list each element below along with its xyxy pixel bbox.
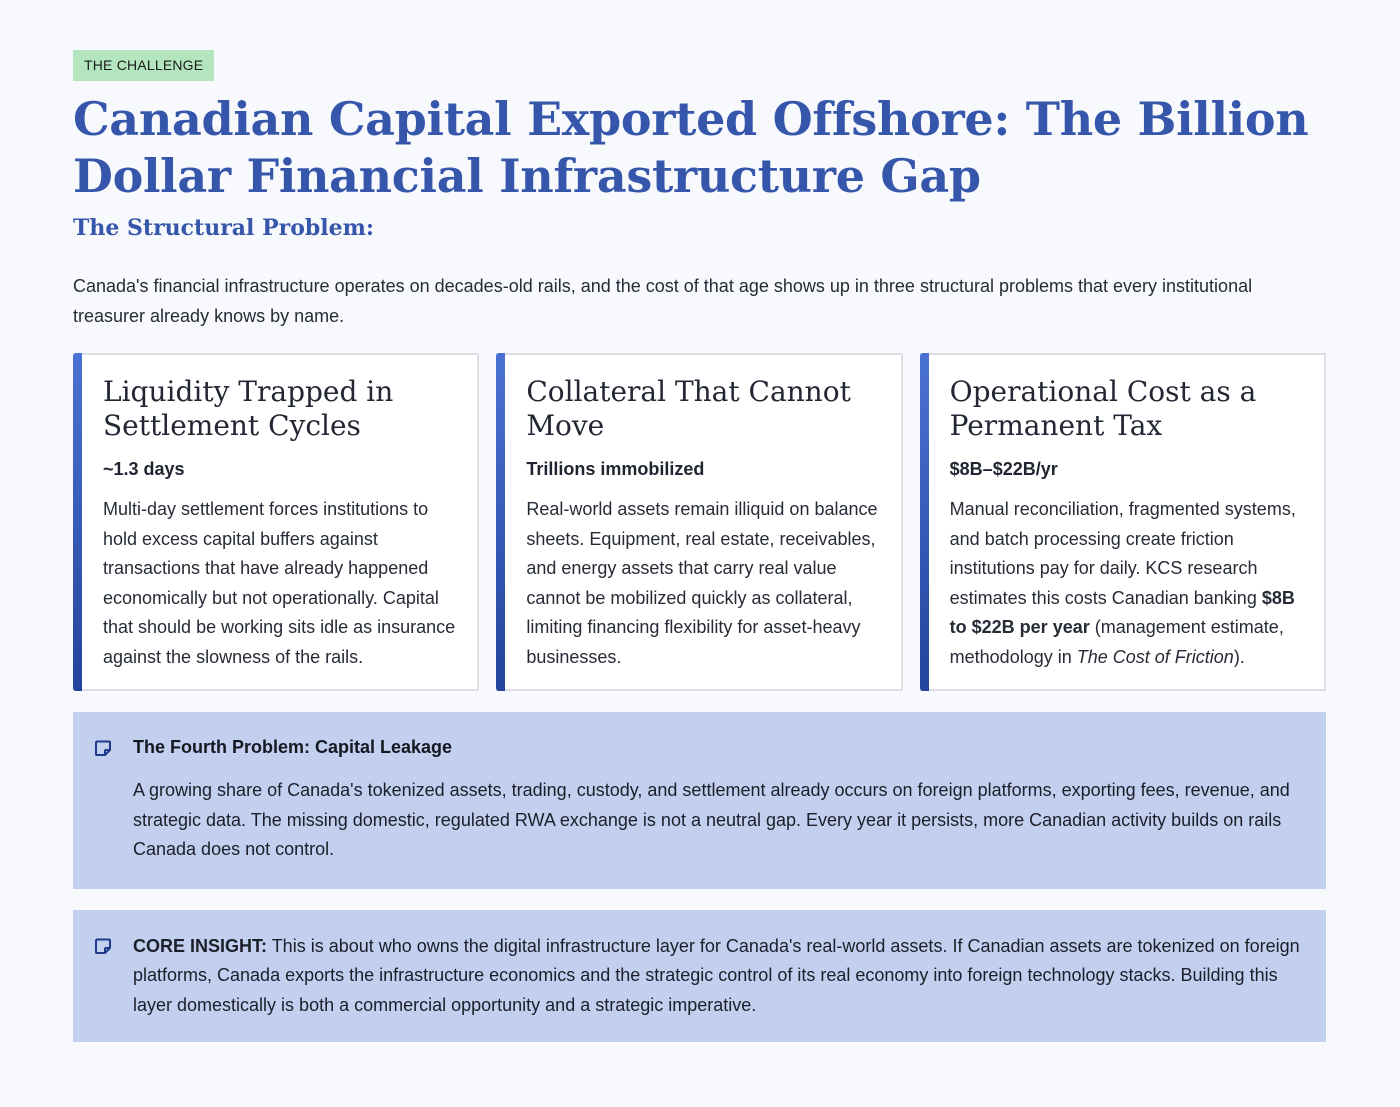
section-tag: THE CHALLENGE: [73, 50, 214, 81]
card-collateral: [496, 353, 902, 691]
card-title: Operational Cost as a Permanent Tax: [949, 375, 1257, 442]
callout-text: A growing share of Canada's tokenized assets, trading, custody, and settlement already occurs on foreign platforms, exporting fees, revenue, and strategic data. The missing domestic, regulated RWA exchange is not a neutral gap. Every year it persists, more Canadian activity builds on rails Canada does not control.: [133, 780, 1290, 859]
fourth-problem-callout: [73, 712, 1326, 889]
card-stat: Trillions immobilized: [526, 459, 705, 479]
card-body-text: ).: [1233, 646, 1245, 667]
core-insight-label: CORE INSIGHT:: [133, 935, 268, 956]
card-title: Collateral That Cannot Move: [526, 375, 851, 442]
problem-cards: [73, 353, 1326, 691]
card-body-emphasis: $8B to $22B per year: [949, 587, 1295, 637]
intro-paragraph: Canada's financial infrastructure operates on decades-old rails, and the cost of that age shows up in three structural problems that every institutional treasurer already knows by name.: [73, 276, 1253, 326]
page-title: Canadian Capital Exported Offshore: The Billion Dollar Financial Infrastructure Gap: [73, 92, 1309, 203]
note-icon: [94, 739, 112, 757]
card-body: [950, 495, 1304, 672]
section-subtitle: The Structural Problem:: [73, 215, 375, 241]
card-operational-cost: [920, 353, 1326, 691]
card-stat: $8B–$22B/yr: [949, 459, 1058, 479]
card-liquidity: [73, 353, 479, 691]
card-title: Liquidity Trapped in Settlement Cycles: [103, 375, 394, 442]
core-insight-callout: [73, 910, 1326, 1043]
card-body-citation: The Cost of Friction: [1076, 646, 1234, 667]
note-icon: [94, 937, 112, 955]
card-body-text: (management estimate, methodology in: [949, 617, 1284, 667]
core-insight-body: This is about who owns the digital infrastructure layer for Canada's real-world assets. If Canadian assets are tokenized on foreign platforms, Canada exports the infrastructure economics and the strategic control of its real economy into foreign technology stacks. Building this layer domestically is both a commercial opportunity and a strategic imperative.: [133, 935, 1300, 1015]
core-insight-text: [133, 932, 1306, 1021]
card-body: Real-world assets remain illiquid on balance sheets. Equipment, real estate, receivables, and energy assets that carry real value cannot be mobilized quickly as collateral, limiting financing flexibility for asset-heavy businesses.: [526, 499, 878, 667]
card-body: Multi-day settlement forces institutions to hold excess capital buffers against transactions that have already happened economically but not operationally. Capital that should be working sits idle as insurance against the slowness of the rails.: [103, 499, 456, 667]
card-stat: ~1.3 days: [103, 459, 185, 479]
callout-title: The Fourth Problem: Capital Leakage: [133, 737, 453, 757]
card-body-text: Manual reconciliation, fragmented systems, and batch processing create friction institutions pay for daily. KCS research estimates this costs Canadian banking: [949, 499, 1296, 608]
